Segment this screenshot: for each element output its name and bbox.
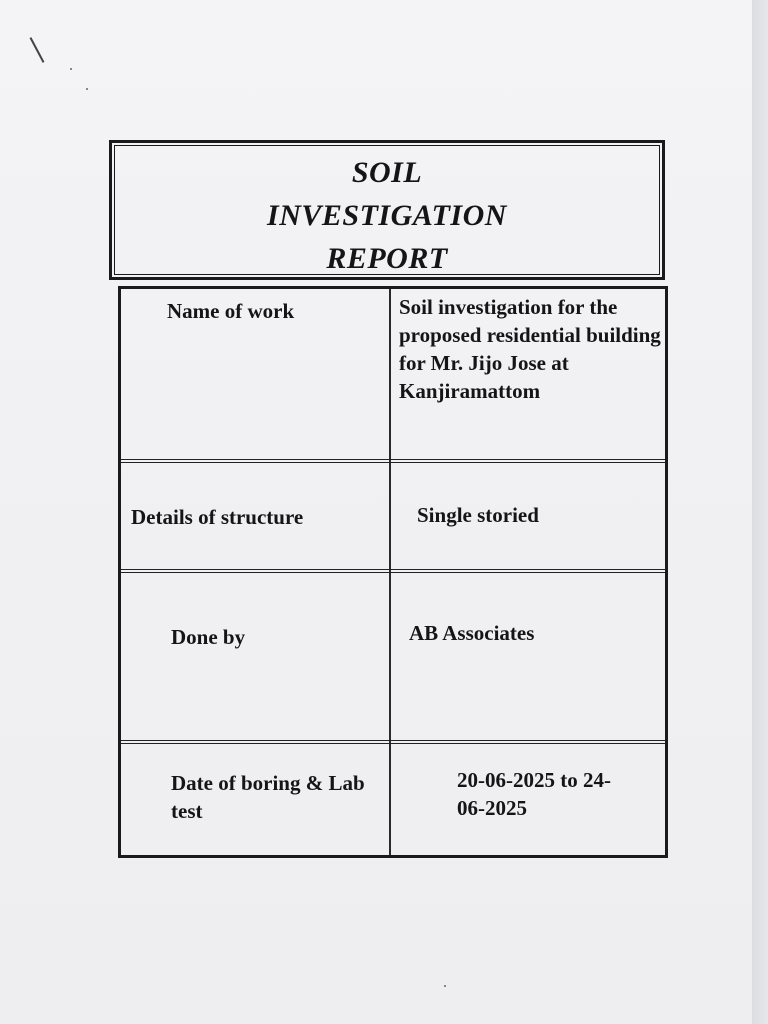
scan-mark xyxy=(30,37,45,63)
row-divider xyxy=(121,740,665,744)
report-title-box xyxy=(109,140,665,280)
scan-speck xyxy=(70,68,72,70)
scan-speck xyxy=(86,88,88,90)
details-of-structure-label: Details of structure xyxy=(131,505,304,529)
report-title-line-2: INVESTIGATION xyxy=(267,199,507,232)
name-of-work-label: Name of work xyxy=(167,299,295,323)
row-divider xyxy=(121,569,665,573)
date-of-boring-value: 20-06-2025 to 24-06-2025 xyxy=(457,768,611,820)
row-divider xyxy=(121,459,665,463)
date-of-boring-label: Date of boring & Lab test xyxy=(171,771,365,823)
done-by-label: Done by xyxy=(171,625,246,649)
name-of-work-value: Soil investigation for the proposed residential building for Mr. Jijo Jose at Kanjiramattom xyxy=(399,295,661,403)
report-info-table xyxy=(118,286,668,858)
scan-speck xyxy=(444,985,446,987)
scan-background-edge xyxy=(752,0,768,1024)
details-of-structure-value: Single storied xyxy=(417,503,539,527)
done-by-value: AB Associates xyxy=(409,621,535,645)
report-title-line-3: REPORT xyxy=(326,242,448,275)
report-title-line-1: SOIL xyxy=(351,156,423,189)
